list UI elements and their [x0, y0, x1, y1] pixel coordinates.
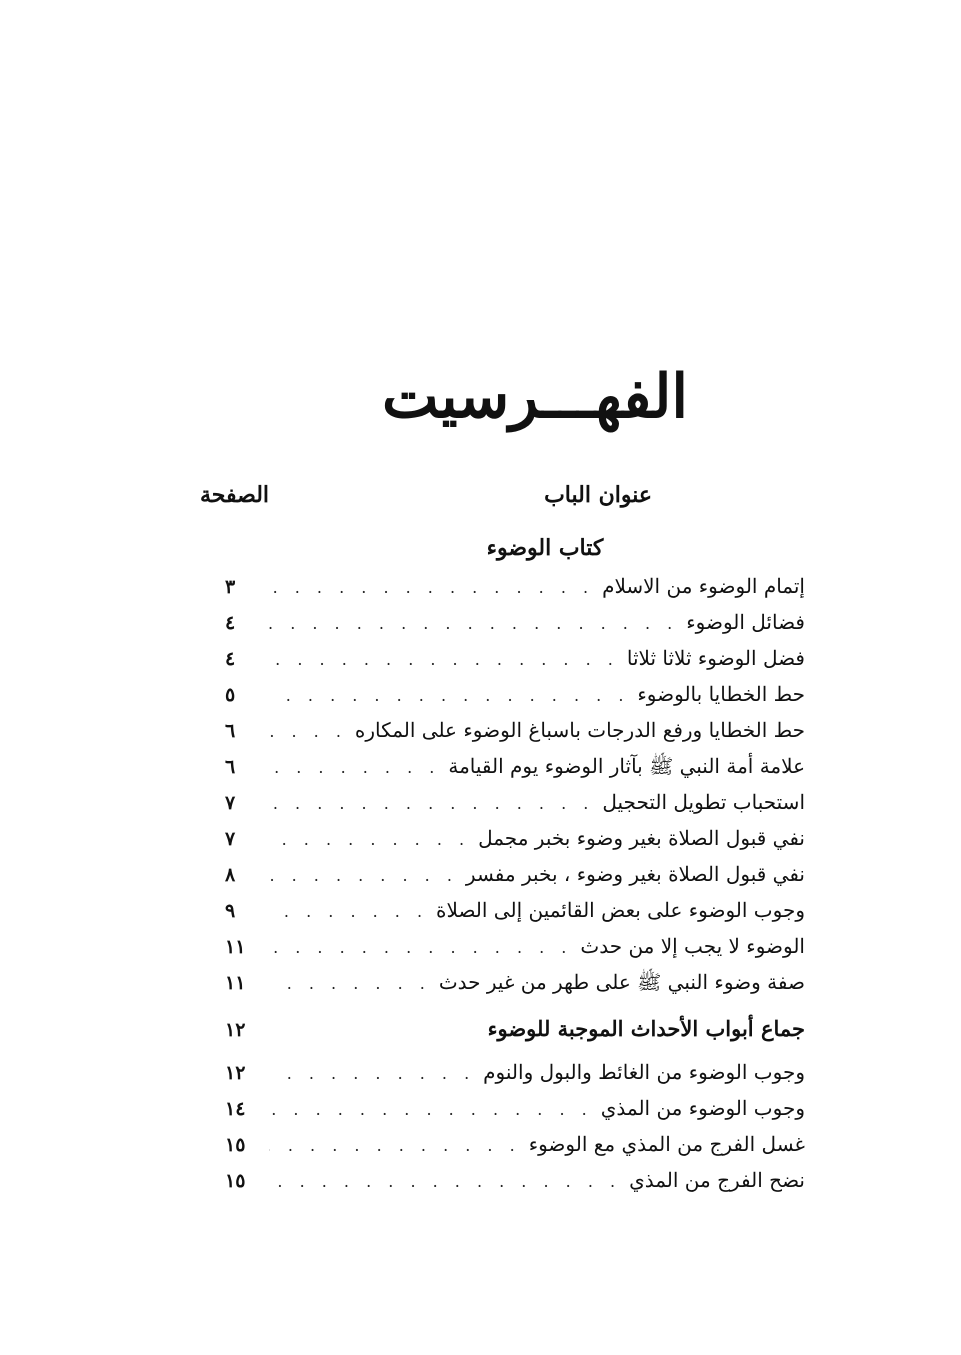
dot-leader — [269, 858, 458, 894]
dot-leader — [269, 1092, 593, 1128]
toc-entry — [225, 1126, 805, 1162]
entry-page-number: ٨ — [225, 864, 236, 886]
entry-title: نضح الفرج من المذي — [629, 1168, 805, 1192]
dot-leader — [269, 750, 440, 786]
entry-title: استحباب تطويل التحجيل — [602, 790, 805, 814]
toc-entry — [225, 928, 805, 964]
entry-title: إتمام الوضوء من الاسلام — [602, 574, 805, 598]
entry-page-number: ١١ — [225, 972, 246, 994]
dot-leader — [269, 930, 572, 966]
column-header-chapter: عنوان الباب — [544, 482, 652, 508]
entry-title: نفي قبول الصلاة بغير وضوء ، بخبر مفسر — [465, 862, 805, 886]
entry-title: صفة وضوء النبي ﷺ على طهر من غير حدث — [438, 970, 805, 994]
toc-entry — [225, 892, 805, 928]
entry-title: وجوب الوضوء من الغائط والبول والنوم — [483, 1060, 805, 1084]
toc-entry — [225, 748, 805, 784]
entry-page-number: ٧ — [225, 792, 236, 814]
dot-leader — [269, 966, 431, 1002]
toc-entry — [225, 1054, 805, 1090]
dot-leader — [269, 1056, 475, 1092]
toc-entry — [225, 784, 805, 820]
entry-page-number: ٧ — [225, 828, 236, 850]
entry-title: غسل الفرج من المذي مع الوضوء — [528, 1132, 805, 1156]
section-heading: جماع أبواب الأحداث الموجبة للوضوء — [487, 1016, 805, 1041]
index-header — [200, 482, 800, 522]
toc-entry — [225, 568, 805, 604]
toc-entry — [225, 1090, 805, 1126]
dot-leader — [269, 894, 428, 930]
entry-title: فضل الوضوء ثلاثا ثلاثا — [626, 646, 805, 670]
section-heading-row — [225, 1006, 805, 1048]
toc-entry — [225, 676, 805, 712]
dot-leader — [269, 570, 594, 606]
dot-leader — [269, 1164, 621, 1200]
section-heading: كتاب الوضوء — [486, 535, 604, 561]
entry-title: حط الخطايا ورفع الدرجات باسباغ الوضوء على المكاره — [354, 718, 805, 742]
entry-page-number: ٤ — [225, 612, 236, 634]
entry-page-number: ٣ — [225, 576, 236, 598]
column-header-page: الصفحة — [200, 482, 270, 508]
dot-leader — [269, 822, 470, 858]
entry-page-number: ١٤ — [225, 1098, 246, 1120]
section-page-number: ١٢ — [225, 1019, 246, 1041]
page-title: الفهـــرسيت — [381, 362, 689, 432]
entry-page-number: ١١ — [225, 936, 246, 958]
toc-entry — [225, 604, 805, 640]
entry-page-number: ٤ — [225, 648, 236, 670]
toc-entry — [225, 856, 805, 892]
entry-page-number: ٩ — [225, 900, 236, 922]
entry-page-number: ١٥ — [225, 1170, 246, 1192]
toc-entry — [225, 640, 805, 676]
entry-title: فضائل الوضوء — [686, 610, 805, 634]
entry-title: نفي قبول الصلاة بغير وضوء بخبر مجمل — [478, 826, 805, 850]
entry-title: الوضوء لا يجب إلا من حدث — [580, 934, 805, 958]
entry-title: علامة أمة النبي ﷺ بآثار الوضوء يوم القيامة — [448, 754, 805, 778]
toc-entry — [225, 1162, 805, 1198]
toc-entry — [225, 964, 805, 1000]
dot-leader — [269, 642, 619, 678]
entry-title: حط الخطايا بالوضوء — [637, 682, 805, 706]
dot-leader — [269, 678, 629, 714]
table-of-contents — [225, 528, 805, 1198]
entry-title: وجوب الوضوء على بعض القائمين إلى الصلاة — [436, 898, 805, 922]
dot-leader — [269, 786, 594, 822]
entry-page-number: ٦ — [225, 720, 236, 742]
entry-page-number: ٥ — [225, 684, 236, 706]
toc-entry — [225, 820, 805, 856]
dot-leader — [269, 606, 678, 642]
entry-page-number: ١٥ — [225, 1134, 246, 1156]
entry-page-number: ١٢ — [225, 1062, 246, 1084]
dot-leader — [269, 1128, 521, 1164]
dot-leader — [269, 714, 347, 750]
entry-page-number: ٦ — [225, 756, 236, 778]
entry-title: وجوب الوضوء من المذي — [600, 1096, 805, 1120]
toc-entry — [225, 712, 805, 748]
